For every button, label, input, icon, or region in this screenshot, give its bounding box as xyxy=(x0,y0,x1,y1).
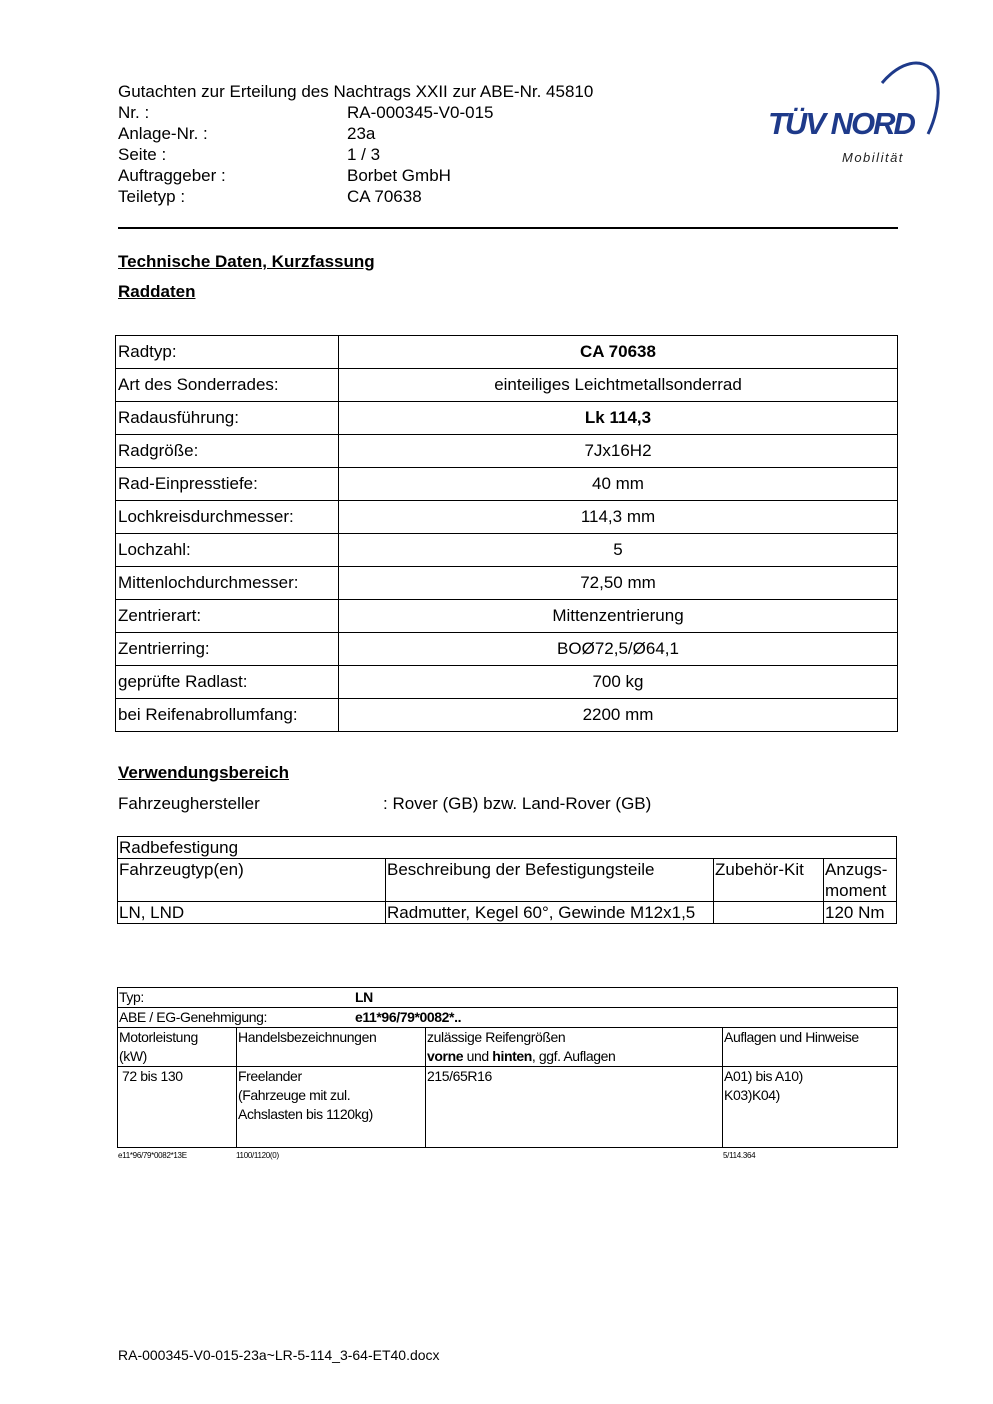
header-tyres-line2 xyxy=(427,1047,721,1066)
header-value: 1 / 3 xyxy=(347,145,381,164)
header-value: Borbet GmbH xyxy=(347,166,451,185)
cell-kit xyxy=(714,902,824,924)
row-value: CA 70638 xyxy=(339,336,898,369)
row-label: Lochkreisdurchmesser: xyxy=(116,501,339,534)
table-row xyxy=(116,567,898,600)
table-header-row xyxy=(118,859,897,902)
header-label: Seite : xyxy=(118,145,167,164)
bolt-pattern-code: 5/114.364 xyxy=(723,1151,756,1160)
tyres-und: und xyxy=(466,1048,489,1064)
row-value: Mittenzentrierung xyxy=(339,600,898,633)
cell-power: 72 bis 130 xyxy=(118,1067,237,1148)
approval-code: e11*96/79*0082*13E xyxy=(118,1151,187,1160)
tyres-rest: , ggf. Auflagen xyxy=(531,1048,616,1064)
tyres-front: vorne xyxy=(427,1048,464,1064)
cell-tyres: 215/65R16 xyxy=(426,1067,723,1148)
tuv-nord-logo xyxy=(760,58,940,170)
header-power-unit: (kW) xyxy=(119,1048,147,1064)
mounting-table xyxy=(117,836,897,924)
row-value: 7Jx16H2 xyxy=(339,435,898,468)
table-row xyxy=(116,699,898,732)
document-title: Gutachten zur Erteilung des Nachtrags XXII zur ABE-Nr. 45810 xyxy=(118,82,594,101)
table-row xyxy=(118,1067,898,1148)
header-vehicle-types: Fahrzeugtyp(en) xyxy=(118,859,386,902)
row-label: Zentrierart: xyxy=(116,600,339,633)
cell-torque: 120 Nm xyxy=(824,902,897,924)
header-label: Anlage-Nr. : xyxy=(118,124,208,143)
header-value: CA 70638 xyxy=(347,187,422,206)
row-value: 40 mm xyxy=(339,468,898,501)
typ-value: LN xyxy=(355,989,373,1005)
manufacturer-line xyxy=(118,794,651,814)
header-row-nr xyxy=(118,102,593,123)
table-row xyxy=(116,435,898,468)
row-label: geprüfte Radlast: xyxy=(116,666,339,699)
header-description: Beschreibung der Befestigungsteile xyxy=(386,859,714,902)
header-label: Auftraggeber : xyxy=(118,166,226,185)
header-row-anlage xyxy=(118,123,593,144)
row-value: 72,50 mm xyxy=(339,567,898,600)
row-label: Radgröße: xyxy=(116,435,339,468)
table-row xyxy=(118,837,897,859)
abe-cell xyxy=(118,1008,898,1028)
footer-filename: RA-000345-V0-015-23a~LR-5-114_3-64-ET40.docx xyxy=(118,1347,440,1363)
row-value: 700 kg xyxy=(339,666,898,699)
mounting-title: Radbefestigung xyxy=(118,837,897,859)
row-label: Lochzahl: xyxy=(116,534,339,567)
header-label: Teiletyp : xyxy=(118,187,186,206)
row-label: Art des Sonderrades: xyxy=(116,369,339,402)
typ-cell xyxy=(118,988,898,1008)
header-torque-line: Anzugs- xyxy=(825,860,888,879)
table-row xyxy=(116,633,898,666)
row-label: Radausführung: xyxy=(116,402,339,435)
header-torque xyxy=(824,859,897,902)
tyres-rear: hinten xyxy=(492,1048,532,1064)
trade-line: (Fahrzeuge mit zul. xyxy=(238,1087,351,1103)
row-label: Radtyp: xyxy=(116,336,339,369)
row-value: Lk 114,3 xyxy=(339,402,898,435)
table-row xyxy=(118,902,897,924)
header-divider xyxy=(118,227,898,229)
table-row xyxy=(118,988,898,1008)
header-kit: Zubehör-Kit xyxy=(714,859,824,902)
section-usage-heading: Verwendungsbereich xyxy=(118,763,289,782)
header-trade-names: Handelsbezeichnungen xyxy=(237,1028,426,1067)
document-header xyxy=(118,81,593,207)
row-label: Zentrierring: xyxy=(116,633,339,666)
row-value: 2200 mm xyxy=(339,699,898,732)
row-value: 114,3 mm xyxy=(339,501,898,534)
trade-line: Achslasten bis 1120kg) xyxy=(238,1106,373,1122)
notes-line: K03)K04) xyxy=(724,1087,780,1103)
abe-label: ABE / EG-Genehmigung: xyxy=(119,1009,268,1025)
manufacturer-label: Fahrzeughersteller xyxy=(118,794,260,813)
wheel-data-table xyxy=(115,335,898,732)
header-torque-line: moment xyxy=(825,881,887,900)
header-value: 23a xyxy=(347,124,376,143)
header-label: Nr. : xyxy=(118,103,150,122)
row-label: bei Reifenabrollumfang: xyxy=(116,699,339,732)
section-summary-heading: Technische Daten, Kurzfassung xyxy=(118,252,375,271)
section-wheel-heading: Raddaten xyxy=(118,282,196,301)
logo-wordmark: TÜV NORD xyxy=(768,106,914,141)
manufacturer-value: : Rover (GB) bzw. Land-Rover (GB) xyxy=(383,794,652,813)
approval-table xyxy=(117,987,898,1148)
table-row xyxy=(118,1008,898,1028)
table-row xyxy=(116,468,898,501)
cell-description: Radmutter, Kegel 60°, Gewinde M12x1,5 xyxy=(386,902,714,924)
cell-vehicle-type: LN, LND xyxy=(118,902,386,924)
header-value: RA-000345-V0-015 xyxy=(347,103,494,122)
table-row xyxy=(116,666,898,699)
header-notes: Auflagen und Hinweise xyxy=(723,1028,898,1067)
axle-load-code: 1100/1120(0) xyxy=(236,1151,279,1160)
abe-value: e11*96/79*0082*.. xyxy=(355,1009,462,1025)
header-power xyxy=(118,1028,237,1067)
row-value: 5 xyxy=(339,534,898,567)
notes-line: A01) bis A10) xyxy=(724,1068,803,1084)
row-label: Rad-Einpresstiefe: xyxy=(116,468,339,501)
row-value: einteiliges Leichtmetallsonderrad xyxy=(339,369,898,402)
trade-line: Freelander xyxy=(238,1068,302,1084)
table-row xyxy=(116,534,898,567)
table-row xyxy=(116,369,898,402)
table-row xyxy=(116,600,898,633)
table-header-row xyxy=(118,1028,898,1067)
logo-subtitle: Mobilität xyxy=(842,150,904,165)
header-power-line: Motorleistung xyxy=(119,1029,198,1045)
header-tyres xyxy=(426,1028,723,1067)
table-row xyxy=(116,336,898,369)
header-row-seite xyxy=(118,144,593,165)
typ-label: Typ: xyxy=(119,989,144,1005)
cell-notes xyxy=(723,1067,898,1148)
row-value: BOØ72,5/Ø64,1 xyxy=(339,633,898,666)
header-tyres-line: zulässige Reifengrößen xyxy=(427,1029,566,1045)
header-row-auftraggeber xyxy=(118,165,593,186)
cell-trade-names xyxy=(237,1067,426,1148)
header-row-teiletyp xyxy=(118,186,593,207)
table-row xyxy=(116,501,898,534)
table-row xyxy=(116,402,898,435)
row-label: Mittenlochdurchmesser: xyxy=(116,567,339,600)
